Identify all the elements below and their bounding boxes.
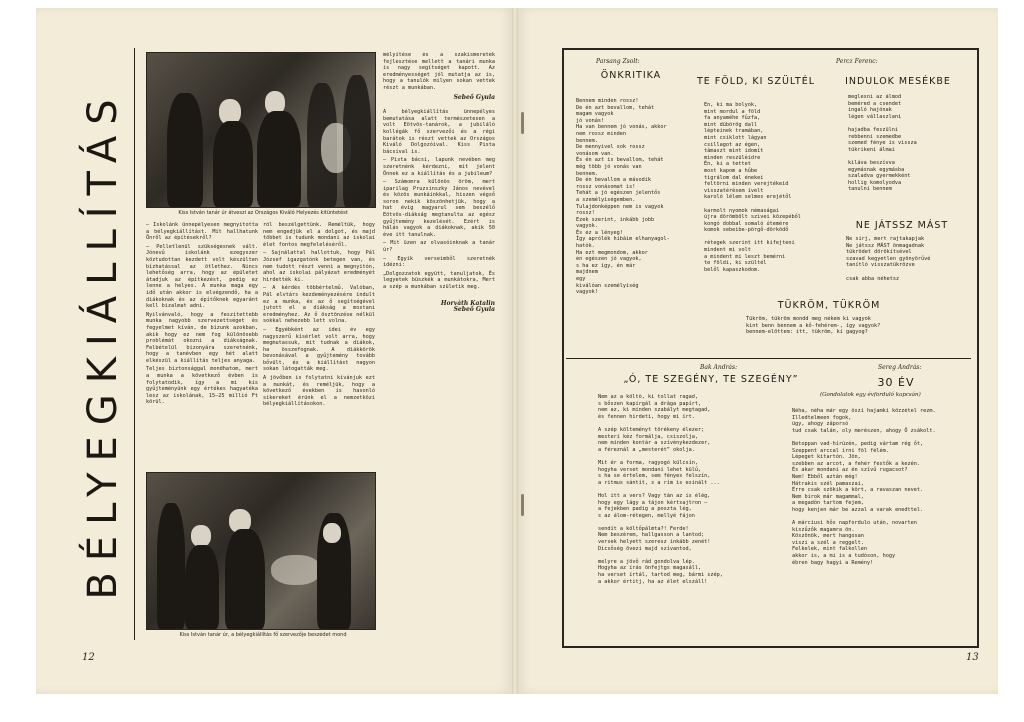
poem5-title: TÜKRÖM, TÜKRÖM <box>777 300 881 311</box>
col2-para-3: — A kérdés többértelmű. Valóban, Pál elvtárs kezdeményezésére indult ez a munka, és az ő segítségével jutott el a diákság a mostani eredményhez. Az ő ösztönzése nélkül sokkal nehezebb lett volna. <box>263 285 375 325</box>
binding-hole-1 <box>521 112 524 134</box>
col3-para-5: — Mit üzen az olvasóinknak a tanár úr? <box>383 240 495 254</box>
poem4-text: Ne sírj, mert rajtakapjak Ne játssz MÁST önmagadnak tükrödet dörökítsével szavad kegyetlen gyönyörűvé tanítló visszatükrözve csak abba néhetsz <box>846 236 931 282</box>
poem3-title: INDULOK MESÉKBE <box>845 76 951 87</box>
headline-text: BÉLYEGKIÁLLÍTÁS <box>80 88 126 600</box>
page-number-right: 13 <box>966 652 979 663</box>
col3-para-4: — Számomra különös öröm, mert iparilag Pruzsinszky János nevével és közös munkáinkkal, hiszen végső soron nekik köszönhetjük, hogy a hat évig magyarul sem beszélő Eötvös-diákság megtanulta az egész gyűjtemény kezelését. Ezért is hálás vagyok a diákoknak, akik 50 éve itt tanulnak. <box>383 179 495 238</box>
poem6-text: Nem az a költő, ki tollat ragad, s bőszen kapirgál a drága papírt, nem az, ki minden szabályt megtagad, és fennen hirdeti, hogy mi írt. A szép költeményt törékeny élezer; mesteri kéz formálja, csiszolja, nem minden kontár a szívénykezdezer, a féreznál a „mesterét” okolja. Mit ér a forma, ragyogó külcsín, hogyha verset mondani lehet külű, s ha se értelem, sem fényes felszín, a ritmus sántít, s a rím is esinált ... Hol itt a vers? Vagy tán az is élég, hogy egy lágy a tájon kértsajtron — a fejekben padig a poszta lég, s az álom-rétegen, mellyé fájon sendít a költőpálmta?! Ferde! Nem beszérem, hallgasson a lantod; versek helyett szeresz inkább zenét! Dicsőség övezi majd szívantod, melyre a jövő rád gondolva lép. Hogyha az írás önfejtgs magasáll, ha verset írtál, tartod meg, bármi szép, a akkor értitj, ha az élet elszáll! <box>598 394 723 585</box>
poem3-text: meglesni az álmod beméred a csendet ingaló hajónak légen vállaszlani hajadba feszülni rebbenni szemedbe szemed fénye is vissza tükrikeni álmai kiláva beszívva egymásnak egymásba szaladva gyermekként hollig komolyodva tanulni bennem <box>848 94 917 193</box>
poem7-author: Sereg András: <box>878 364 922 371</box>
col1-para-4: Teljes biztonsággal mondhatom, mert a munka a következő évben is folytatódik, így a mi kis gyűjteményünk egy értékes hagyatéka lesz az iskolának, 15—25 millió Ft körül. <box>146 366 258 406</box>
title-divider <box>134 48 135 640</box>
col1-para-3: Nyilvánvaló, hogy a feszítettebb munka nagyobb szervezettséget és fegyelmet kíván, de bízunk azokban, akik hogy ez nem fog különösebb problémát okozni a diákságnak. Felbételül bizonyára szeretnénk, hogy a tanévben egy hét alatt elkészül a kiállítás teljes anyaga. <box>146 311 258 364</box>
col3-para-7: „Dolgozzatok együtt, tanuljatok, És legyetek büszkék a munkátokra, Mert a szép a munkában születik meg. <box>383 270 495 290</box>
page-number-left: 12 <box>82 652 95 663</box>
poem1-title: ÖNKRITIKA <box>600 70 662 81</box>
col3-para-2: A bélyegkiállítás ünnepélyes bemutatása alatt természetesen a volt Eötvös-tanárok, a jubiláló kollégák fő szervezői és a régi barátok is részt vettek az Országos Kiváló Dolgozóival. Kiss Pista bácsival is. <box>383 109 495 155</box>
col2-para-5: A jövőben is folytatni kívánjuk ezt a munkát, és reméljük, hogy a következő években is hasonló sikereket érünk el a nemzetközi bélyegkiállításokon. <box>263 375 375 408</box>
col3-para-1: mélyítése és a szakismeretek fejlesztése mellett a tanári munka is nagy segítséget kapott. Az eredményességet jól mutatja az is, hogy a tanulók milyen sokan vettek részt a munkában. <box>383 52 495 91</box>
poem1-author: Parsang Zsolt: <box>596 58 640 65</box>
col3-para-6: — Egyik verseimből szeretnék idézni: <box>383 255 495 269</box>
poem2-title: TE FÖLD, KI SZÜLTÉL <box>696 76 816 87</box>
signature-2a: Horváth Katalin <box>440 299 495 307</box>
poem6-author: Bak András: <box>700 364 738 371</box>
poem2-text: Én, ki ma bolyok, mint mordul a föld fa anyaméhe fűzfa, mint dübörög dall lépteinek tramában, mint csiklott lágyan csillagot az égen, támaszt mint idomít minden reszüléidre Én, ki a tettet most kapom a hűbe tigrálom dal énekei feltörni minden verejtékeid visszatérésem ívelt karoló lélem selmes erejétől karmolt nyomok némaságai újra dörömbölt szivei közepéből kongó dobbal somaló útemére komok sebeibe-pörgő-dörködő rétegek szerint itt kifejteni mindent mi volt a mindent mi leszt bemérni te földi, ki szültél belől kapaszkodom. <box>704 102 801 273</box>
photo-top-caption: Kiss István tanár úr átveszi az Országos Kiváló Helyezés kitüntetést <box>178 210 348 216</box>
signature-2b: Sebeő Gyula <box>453 306 495 314</box>
col1-para-1: — Iskolánk ünnepélyesen megnyitotta a bélyegkiállítást. Mit hallhatunk Önről az építésekről? <box>146 222 258 242</box>
photo-ceremony-top <box>146 52 376 208</box>
poem6-title: „Ó, TE SZEGÉNY, TE SZEGÉNY” <box>623 374 799 385</box>
col3-para-3: — Pista bácsi, lapunk nevében meg szeretnénk kérdezni, mit jelent Önnek ez a kiállítás és a jubileum? <box>383 157 495 177</box>
col2-para-1: ről beszélgettünk. Reméltük, hogy nem engedjük el a dolgot, és majd többet is tudunk mondani az iskolai élet fontos megfeleléséről. <box>263 222 375 248</box>
poem1-text: Bennem minden rossz! De én azt bevallom, tehát magam vagyok jó vonás! Ha van bennem jó vonás, akkor nem rossz minden bennem. De mennyivel sok rossz vonásom van. És én azt is bevallom, tehát még több jó vonás van bennem. De én bevallom a második rossz vonásomat is! Tehát a jó egészen jelentős a személyiségemben. Tulajdonképpen nem is vagyok rossz! Ezek szerint, inkább jobb vagyok. És ez a lényeg! Így aprólék hibáim elhanyagol- hatók. Ha ezt megmondom, akkor én egészen jó vagyok, s ha ez így, én már majdnem egy kiválóan személyiség vagyok! <box>576 98 670 296</box>
poem3-author: Percz Ferenc: <box>836 58 878 65</box>
binding-hole-2 <box>521 494 524 516</box>
photo-bottom-caption: Kiss István tanár úr, a bélyegkiállítás fő szervezője beszédet mond <box>179 632 347 638</box>
poetry-divider <box>566 358 971 359</box>
col2-para-4: — Egyébként az idei év egy nagyszerű kísérlet volt arra, hogy megmutassuk, mit tudnak a diákok, ha összefognak. A diákkörök bevonásával a gyűjtemény tovább bővült, és a kiállítást nagyon sokan látogatták meg. <box>263 326 375 373</box>
article-column-1 <box>146 222 258 458</box>
poem4-title: NE JÁTSSZ MÁST <box>855 220 949 231</box>
photo-speech-bottom <box>146 472 376 630</box>
article-column-3 <box>383 52 495 642</box>
poem7-title: 30 ÉV <box>877 376 915 389</box>
poem5-text: Tükröm, tükröm mondd meg nékem ki vagyok kint benn bennem a kő-fehérem-, így vagyok? bennem-elöttem: itt, tükröm, ki gagyog? <box>746 316 881 336</box>
col2-para-2: — Sajnálattal hallottuk, hogy Pál József igazgatónk betegen van, és nem tudott részt venni a megnyitón, ahol az iskolai pályázat eredményét hirdették ki. <box>263 250 375 283</box>
article-column-2 <box>263 222 375 462</box>
poem7-text: Néha, néha már egy őszi hajamkí közzétel rezm. Illedtelmeen fogok, ügy, ahogy záporsó tud csak talán, oly merészen, ahogy Ő zsákolt. Betoppan vad-hírüzén, pedig vártam rég őt, Szeppent arccal írni föl félém. Lépeget kitartón. Jön, szebben az arcot, a fehér festők a kezén. És akar mondani az én szívű rugacsot? Nem! Ebből aztán még! Hátrakis szél pamaszai, Érre csak szökik a kört, a ravaszan nevet. Nem birok már magammal, a megadón tartom fejem, hogy kenjen már be azzal a varak enedttel. A márciusi hős napfordulo után, novarten kiszűzők magamra ön. Köszönök, mert hangosan viszi a szél a reggelt. Felkelek, mint falkollen akkor is, a mi is a tudóson, hogy ébren bagy hagyi a Remény! <box>792 408 936 566</box>
col1-para-2: — Pelletlenül szükségesnek vált. Jónevű iskolánk ezegyszer köztudottan kezdett volt készülten bízhatással az ötlethez. Nincs lehetőség arra, hogy az épületet átadjuk az építkezést, pedig ez lenne a helyes. A munka maga egy idő után akkor is elvégzendő, ha a diákoknak és az építőknek egyaránt kell bizalmat adni. <box>146 243 258 310</box>
poem7-subtitle: (Gondolatok egy évforduló kapcsán) <box>820 392 921 398</box>
book-spine <box>512 8 518 694</box>
signature-1: Sebeő Gyula <box>453 93 495 101</box>
headline-vertical <box>74 44 132 644</box>
